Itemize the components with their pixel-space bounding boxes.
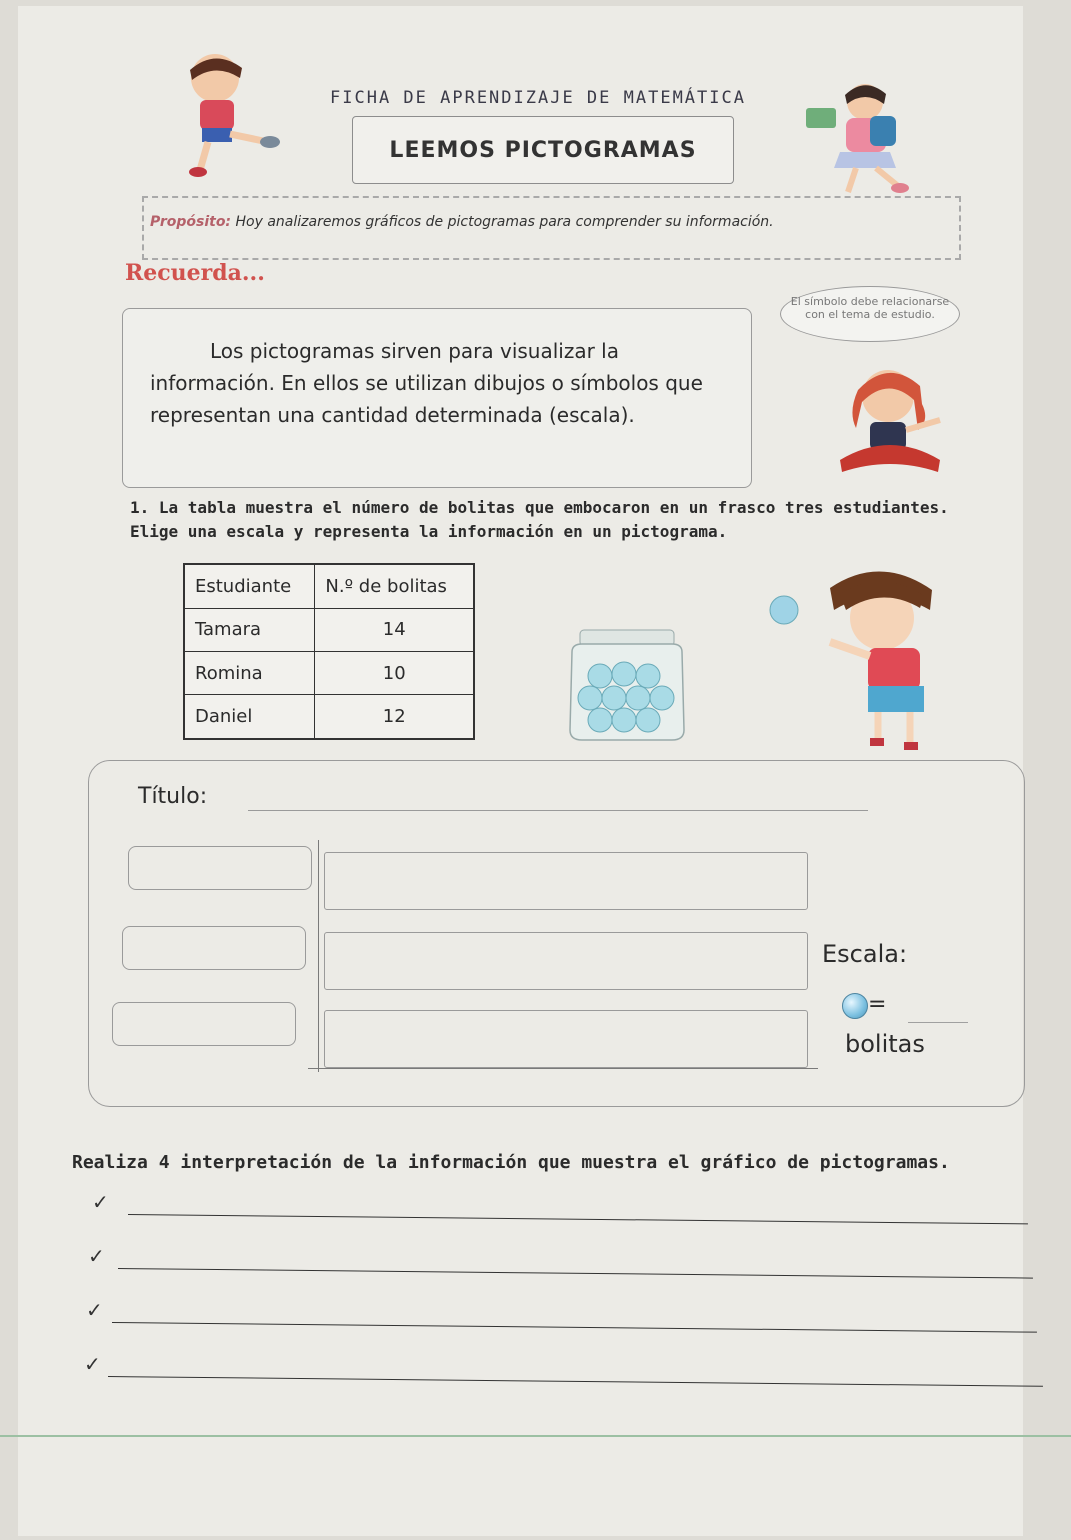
- exercise-instructions: 1. La tabla muestra el número de bolitas que embocaron en un frasco tres estudiantes. Elige una escala y representa la información en un pictograma.: [130, 498, 949, 541]
- pictogram-row-box[interactable]: [324, 1010, 808, 1068]
- table-row: [184, 608, 474, 651]
- title-input-line[interactable]: [248, 810, 868, 811]
- purpose-label: Propósito:: [150, 214, 232, 230]
- purpose-text: Hoy analizaremos gráficos de pictogramas para comprender su información.: [235, 214, 774, 230]
- data-table: [183, 563, 475, 740]
- table-header-row: [184, 564, 474, 608]
- check-mark-icon: ✓: [92, 1190, 109, 1214]
- student-label-box[interactable]: [112, 1002, 296, 1046]
- pictogram-row-box[interactable]: [324, 852, 808, 910]
- scale-unit-label: bolitas: [845, 1030, 925, 1058]
- check-mark-icon: ✓: [86, 1298, 103, 1322]
- student-name: Daniel: [184, 695, 315, 739]
- student-label-box[interactable]: [122, 926, 306, 970]
- table-header-student: Estudiante: [184, 564, 315, 608]
- speech-bubble: El símbolo debe relacionarse con el tema de estudio.: [780, 286, 960, 342]
- check-mark-icon: ✓: [84, 1352, 101, 1376]
- marble-icon: [842, 993, 868, 1019]
- redhead-girl-illustration: [830, 360, 970, 485]
- student-name: Romina: [184, 651, 315, 694]
- table-header-count: N.º de bolitas: [315, 564, 474, 608]
- concept-text: Los pictogramas sirven para visualizar la información. En ellos se utilizan dibujos o símbolos que representan una cantidad determinada (escala).: [150, 339, 703, 427]
- recuerda-heading: Recuerda...: [125, 260, 265, 286]
- purpose-statement: [150, 214, 774, 230]
- pictogram-axis-vertical: [318, 840, 319, 1072]
- scale-value-line[interactable]: [908, 1022, 968, 1023]
- worksheet-subtitle: LEEMOS PICTOGRAMAS: [352, 116, 734, 184]
- student-name: Tamara: [184, 608, 315, 651]
- student-label-box[interactable]: [128, 846, 312, 890]
- student-count: 10: [315, 651, 474, 694]
- interpretation-prompt: Realiza 4 interpretación de la información que muestra el gráfico de pictogramas.: [72, 1152, 950, 1173]
- scale-equals: =: [868, 992, 887, 1017]
- boy-illustration-left: [160, 50, 290, 180]
- page-margin-line: [0, 1435, 1071, 1437]
- girl-illustration-right: [800, 80, 930, 200]
- pictogram-row-box[interactable]: [324, 932, 808, 990]
- scale-label: Escala:: [822, 940, 908, 968]
- boy-throwing-illustration: [760, 560, 950, 760]
- table-row: [184, 695, 474, 739]
- pictogram-title-label: Título:: [138, 784, 208, 809]
- check-mark-icon: ✓: [88, 1244, 105, 1268]
- marble-jar-illustration: [562, 626, 692, 746]
- student-count: 12: [315, 695, 474, 739]
- table-row: [184, 651, 474, 694]
- worksheet-title: FICHA DE APRENDIZAJE DE MATEMÁTICA: [330, 88, 746, 108]
- student-count: 14: [315, 608, 474, 651]
- pictogram-axis-horizontal: [308, 1068, 818, 1069]
